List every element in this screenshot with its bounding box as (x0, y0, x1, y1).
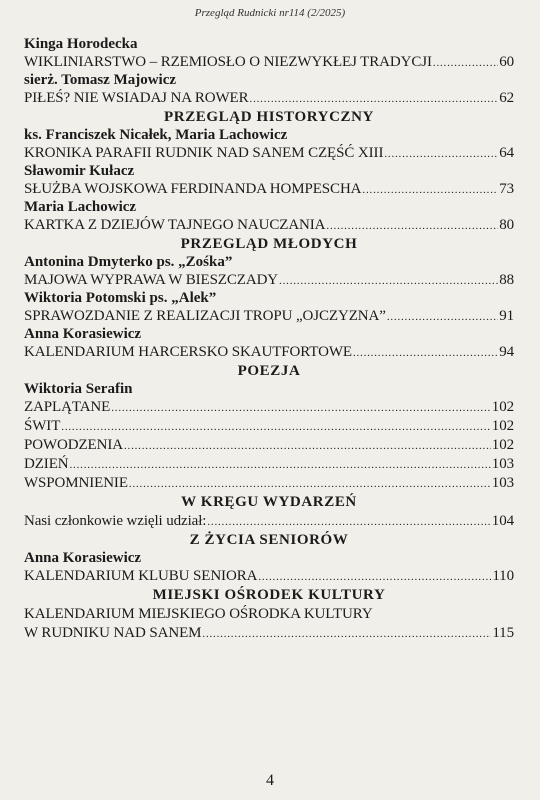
toc-entry-page: 60 (499, 54, 514, 70)
toc-author: ks. Franciszek Nicałek, Maria Lachowicz (24, 127, 288, 143)
section-heading: PRZEGLĄD MŁODYCH (180, 236, 358, 252)
toc-entry (24, 53, 514, 72)
toc-entry-page: 103 (491, 475, 514, 491)
toc-author: Wiktoria Potomski ps. „Alek” (24, 290, 217, 306)
page-number: 4 (266, 772, 274, 789)
toc-entry-page: 102 (491, 437, 514, 453)
section-heading: Z ŻYCIA SENIORÓW (189, 532, 349, 548)
toc-author: Kinga Horodecka (24, 36, 138, 52)
dot-leader (70, 456, 491, 475)
toc-entry-page: 64 (499, 145, 514, 161)
toc-entry-page: 103 (491, 456, 514, 472)
section-heading: MIEJSKI OŚRODEK KULTURY (152, 587, 386, 603)
toc-entry-page: 104 (491, 513, 514, 529)
toc-entry-page: 62 (499, 90, 514, 106)
dot-leader (326, 217, 498, 236)
toc-author: Maria Lachowicz (24, 199, 137, 215)
toc-entry-title: SPRAWOZDANIE Z REALIZACJI TROPU „OJCZYZNA” (24, 308, 386, 324)
toc-author: Anna Korasiewicz (24, 550, 142, 566)
toc-entry-page: 88 (499, 272, 514, 288)
dot-leader (258, 568, 491, 587)
toc-entry-page: 110 (492, 568, 514, 584)
toc-author: Antonina Dmyterko ps. „Zośka” (24, 254, 233, 270)
toc-entry-title: KRONIKA PARAFII RUDNIK NAD SANEM CZĘŚĆ XIII (24, 145, 384, 161)
toc-entry-title: PIŁEŚ? NIE WSIADAJ NA ROWER (24, 90, 249, 106)
toc-author: Sławomir Kułacz (24, 163, 135, 179)
toc-entry-title: SŁUŻBA WOJSKOWA FERDINANDA HOMPESCHA (24, 181, 362, 197)
toc-entry (24, 624, 514, 643)
toc-entry-title: KALENDARIUM HARCERSKO SKAUTFORTOWE (24, 344, 352, 360)
table-of-contents (24, 36, 514, 643)
toc-entry-title: WSPOMNIENIE (24, 475, 128, 491)
toc-author: sierż. Tomasz Majowicz (24, 72, 177, 88)
toc-entry (24, 307, 514, 326)
dot-leader (384, 145, 498, 164)
section-heading: PRZEGLĄD HISTORYCZNY (164, 109, 374, 125)
toc-entry-title: KARTKA Z DZIEJÓW TAJNEGO NAUCZANIA (24, 217, 326, 233)
toc-entry (24, 512, 514, 531)
toc-entry-page: 102 (491, 399, 514, 415)
toc-entry (24, 144, 514, 163)
section-heading: W KRĘGU WYDARZEŃ (181, 494, 357, 510)
toc-entry-title: POWODZENIA (24, 437, 123, 453)
dot-leader (387, 308, 498, 327)
toc-entry (24, 271, 514, 290)
toc-entry (24, 216, 514, 235)
toc-entry (24, 567, 514, 586)
dot-leader (129, 475, 491, 494)
toc-entry-page: 94 (499, 344, 514, 360)
toc-entry (24, 436, 514, 455)
dot-leader (111, 399, 491, 418)
toc-entry (24, 417, 514, 436)
toc-entry (24, 343, 514, 362)
toc-author: Wiktoria Serafin (24, 381, 133, 397)
toc-entry-title: WIKLINIARSTWO – RZEMIOSŁO O NIEZWYKŁEJ TRADYCJI (24, 54, 432, 70)
dot-leader (279, 272, 498, 291)
toc-entry-title: W RUDNIKU NAD SANEM (24, 625, 202, 641)
section-heading: POEZJA (237, 363, 301, 379)
dot-leader (124, 437, 491, 456)
dot-leader (433, 54, 498, 73)
toc-entry-title: ZAPLĄTANE (24, 399, 111, 415)
toc-entry-page: 80 (499, 217, 514, 233)
toc-entry-page: 91 (499, 308, 514, 324)
toc-entry (24, 398, 514, 417)
running-header: Przegląd Rudnicki nr114 (2/2025) (194, 7, 346, 19)
toc-entry-continued: KALENDARIUM MIEJSKIEGO OŚRODKA KULTURY (24, 606, 373, 622)
toc-entry-page: 102 (491, 418, 514, 434)
dot-leader (61, 418, 491, 437)
dot-leader (362, 181, 498, 200)
dot-leader (202, 625, 491, 644)
toc-entry-title: ŚWIT (24, 418, 61, 434)
toc-author: Anna Korasiewicz (24, 326, 142, 342)
dot-leader (207, 513, 490, 532)
toc-entry-page: 115 (492, 625, 514, 641)
dot-leader (353, 344, 498, 363)
toc-entry (24, 455, 514, 474)
toc-entry (24, 89, 514, 108)
toc-entry-title: MAJOWA WYPRAWA W BIESZCZADY (24, 272, 279, 288)
toc-entry (24, 474, 514, 493)
toc-entry-title: KALENDARIUM KLUBU SENIORA (24, 568, 258, 584)
toc-entry-title: DZIEŃ (24, 456, 69, 472)
toc-entry-page: 73 (499, 181, 514, 197)
dot-leader (250, 90, 499, 109)
toc-entry (24, 180, 514, 199)
toc-entry-title: Nasi członkowie wzięli udział: (24, 513, 207, 529)
